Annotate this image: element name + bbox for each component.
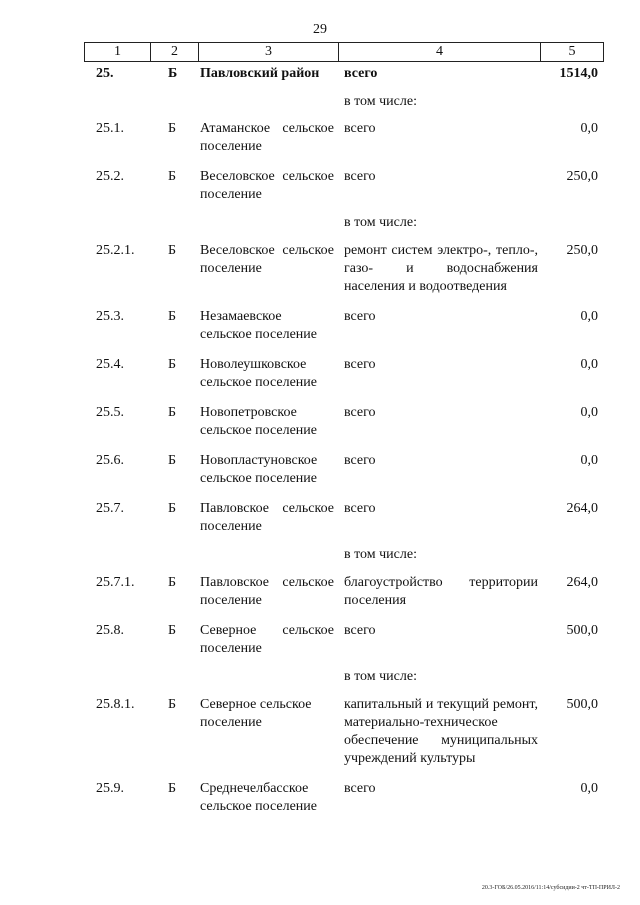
row-amount: 0,0 <box>580 453 598 468</box>
row-number: 25.5. <box>96 405 124 420</box>
row-amount: 0,0 <box>580 781 598 796</box>
row-category: Б <box>168 781 177 796</box>
header-col-1: 1 <box>85 43 151 61</box>
row-category: Б <box>168 623 177 638</box>
row-description: всего <box>344 405 376 420</box>
row-description: ремонт систем электро-, тепло-, газо- и водоснабжения населения и водоотведения <box>344 243 538 294</box>
row-description: всего <box>344 309 376 324</box>
row-category: Б <box>168 501 177 516</box>
row-number: 25.7.1. <box>96 575 135 590</box>
row-name: Новолеушковское сельское поселение <box>200 357 317 390</box>
row-name: Новопетровское сельское поселение <box>200 405 317 438</box>
row-description: благоустройство территории поселения <box>344 575 538 608</box>
row-description: всего <box>344 781 376 796</box>
row-name: Веселовское сельское поселение <box>200 243 334 276</box>
row-name: Атаманское сельское поселение <box>200 121 334 154</box>
row-description: капитальный и текущий ремонт, материально-техническое обеспечение муниципальных учреждений культуры <box>344 697 538 766</box>
row-name: Северное сельское поселение <box>200 623 334 656</box>
including-label: в том числе: <box>344 94 417 109</box>
row-description: всего <box>344 66 378 81</box>
row-name: Незамаевское сельское поселение <box>200 309 317 342</box>
header-col-4: 4 <box>339 43 541 61</box>
row-number: 25.1. <box>96 121 124 136</box>
row-amount: 264,0 <box>566 575 598 590</box>
row-category: Б <box>168 66 178 81</box>
row-name: Павловское сельское поселение <box>200 575 334 608</box>
row-name: Новопластуновское сельское поселение <box>200 453 318 486</box>
row-amount: 500,0 <box>566 623 598 638</box>
row-number: 25.9. <box>96 781 124 796</box>
row-amount: 500,0 <box>566 697 598 712</box>
row-number: 25.4. <box>96 357 124 372</box>
row-amount: 0,0 <box>580 357 598 372</box>
row-description: всего <box>344 501 376 516</box>
including-label: в том числе: <box>344 215 417 230</box>
row-name: Павловское сельское поселение <box>200 501 334 534</box>
row-amount: 0,0 <box>580 309 598 324</box>
including-label: в том числе: <box>344 669 417 684</box>
row-description: всего <box>344 121 376 136</box>
row-category: Б <box>168 453 177 468</box>
row-number: 25.7. <box>96 501 124 516</box>
row-number: 25.2. <box>96 169 124 184</box>
page-number: 29 <box>313 22 327 37</box>
row-category: Б <box>168 405 177 420</box>
row-description: всего <box>344 169 376 184</box>
row-amount: 1514,0 <box>559 66 598 81</box>
row-description: всего <box>344 623 376 638</box>
row-number: 25.6. <box>96 453 124 468</box>
row-amount: 0,0 <box>580 121 598 136</box>
table-header <box>84 42 604 62</box>
row-number: 25. <box>96 66 114 81</box>
row-category: Б <box>168 169 177 184</box>
row-category: Б <box>168 697 177 712</box>
row-category: Б <box>168 121 177 136</box>
including-label: в том числе: <box>344 547 417 562</box>
row-name: Веселовское сельское поселение <box>200 169 334 202</box>
row-number: 25.8. <box>96 623 124 638</box>
row-name: Павловский район <box>200 66 320 81</box>
row-category: Б <box>168 357 177 372</box>
row-description: всего <box>344 453 376 468</box>
row-name: Среднечелбасское сельское поселение <box>200 781 317 814</box>
row-category: Б <box>168 575 177 590</box>
row-category: Б <box>168 309 177 324</box>
row-amount: 264,0 <box>566 501 598 516</box>
row-number: 25.8.1. <box>96 697 135 712</box>
row-category: Б <box>168 243 177 258</box>
header-col-3: 3 <box>199 43 339 61</box>
footer-stamp: 20.3-ГОБ/26.05.2016/11:14/субсидии-2 чт-ТП-ПРИЛ-2 <box>481 885 620 891</box>
header-col-5: 5 <box>568 44 576 59</box>
row-amount: 0,0 <box>580 405 598 420</box>
row-number: 25.3. <box>96 309 124 324</box>
row-name: Северное сельское поселение <box>200 697 312 730</box>
row-description: всего <box>344 357 376 372</box>
row-amount: 250,0 <box>566 243 598 258</box>
row-amount: 250,0 <box>566 169 598 184</box>
header-col-2: 2 <box>151 43 199 61</box>
row-number: 25.2.1. <box>96 243 135 258</box>
